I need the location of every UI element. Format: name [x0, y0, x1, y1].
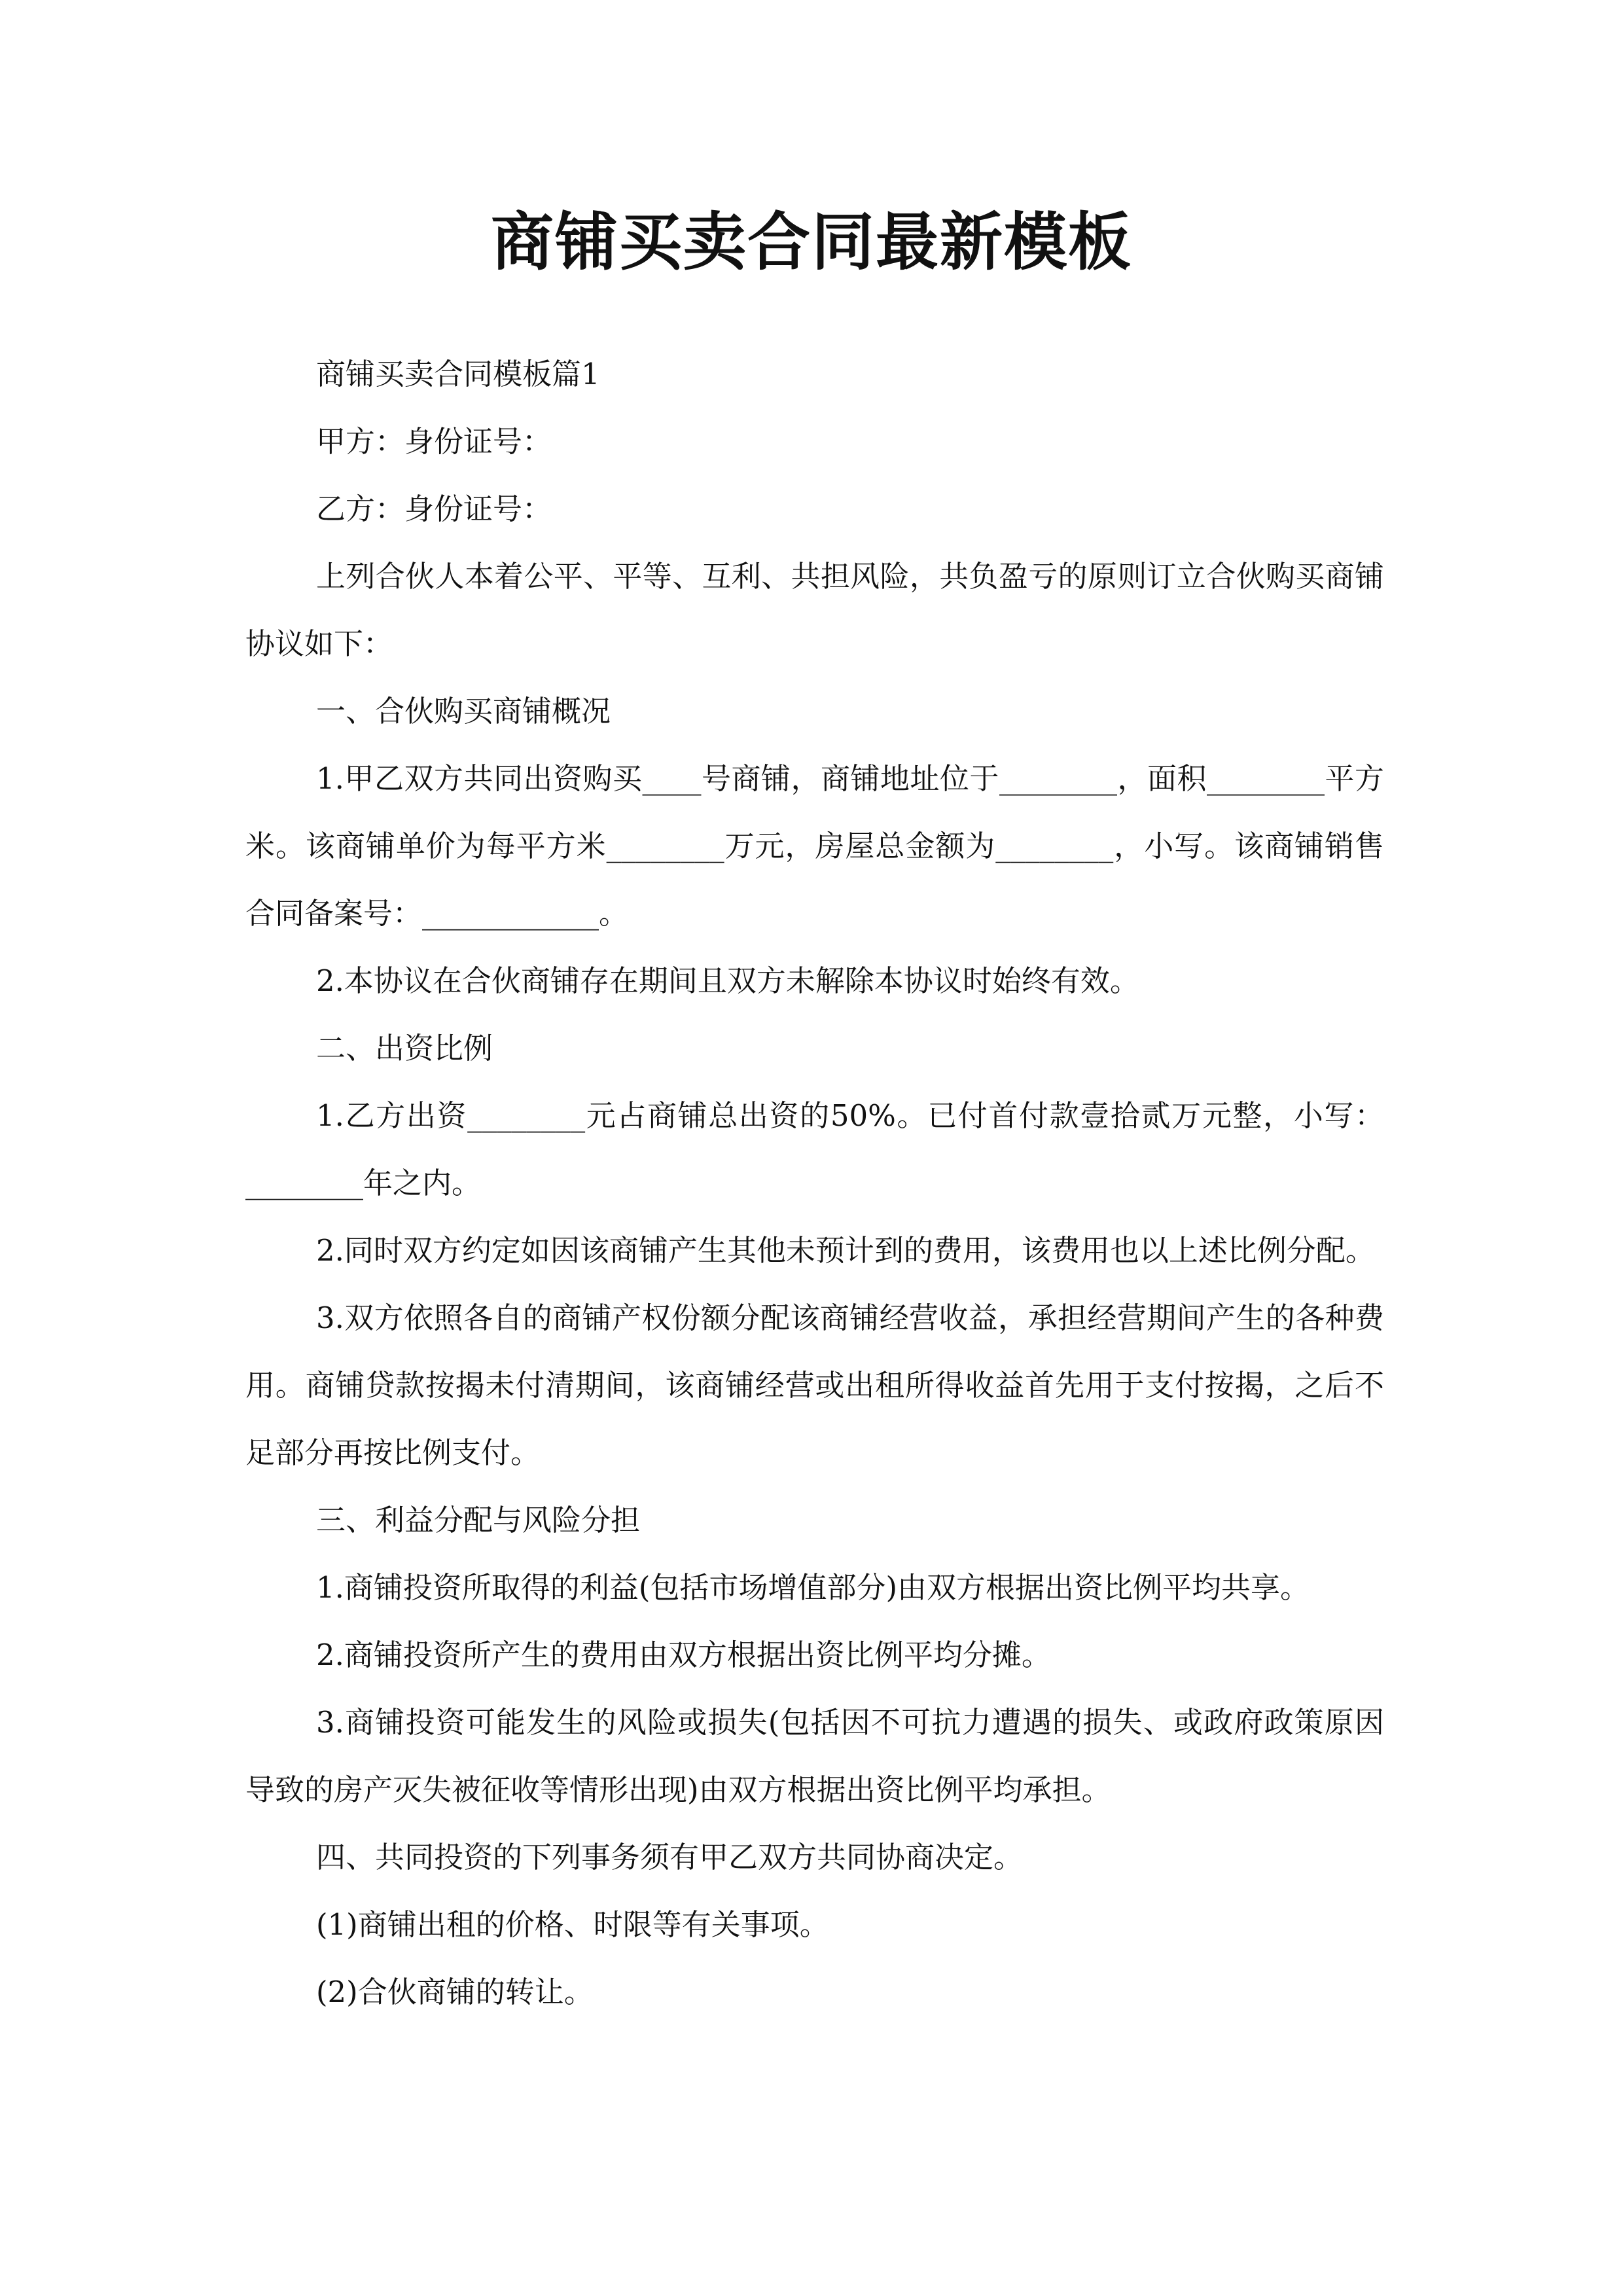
clause-4-item-2: (2)合伙商铺的转让。 [316, 1975, 594, 2009]
clause-3-2: 2.商铺投资所产生的费用由双方根据出资比例平均分摊。 [316, 1638, 1051, 1672]
party-b-line: 乙方：身份证号： [316, 492, 552, 526]
clause-3-1: 1.商铺投资所取得的利益(包括市场增值部分)由双方根据出资比例平均共享。 [316, 1570, 1310, 1605]
clause-heading-2: 二、出资比例 [316, 1031, 493, 1066]
party-a-line: 甲方：身份证号： [316, 424, 552, 459]
document-body [245, 340, 1384, 2026]
clause-4-item-1: (1)商铺出租的价格、时限等有关事项。 [316, 1907, 829, 1942]
clause-heading-3: 三、利益分配与风险分担 [316, 1503, 641, 1537]
clause-1-1: 1.甲乙双方共同出资购买____号商铺，商铺地址位于________，面积________平方米。该商铺单价为每平方米________万元，房屋总金额为________，小写。该商铺销售合同备案号：____________。 [245, 761, 1384, 931]
section-heading: 商铺买卖合同模板篇1 [316, 357, 600, 391]
clause-1-2: 2.本协议在合伙商铺存在期间且双方未解除本协议时始终有效。 [316, 963, 1139, 998]
clause-2-2: 2.同时双方约定如因该商铺产生其他未预计到的费用，该费用也以上述比例分配。 [316, 1233, 1375, 1268]
clause-heading-1: 一、合伙购买商铺概况 [316, 694, 611, 728]
clause-heading-4: 四、共同投资的下列事务须有甲乙双方共同协商决定。 [316, 1840, 1024, 1874]
clause-2-3: 3.双方依照各自的商铺产权份额分配该商铺经营收益，承担经营期间产生的各种费用。商铺贷款按揭未付清期间，该商铺经营或出租所得收益首先用于支付按揭，之后不足部分再按比例支付。 [245, 1300, 1384, 1470]
clause-3-3: 3.商铺投资可能发生的风险或损失(包括因不可抗力遭遇的损失、或政府政策原因导致的房产灭失被征收等情形出现)由双方根据出资比例平均承担。 [245, 1705, 1384, 1807]
document-title: 商铺买卖合同最新模板 [491, 205, 1132, 279]
preamble-paragraph: 上列合伙人本着公平、平等、互利、共担风险，共负盈亏的原则订立合伙购买商铺协议如下： [245, 559, 1384, 661]
clause-2-1: 1.乙方出资________元占商铺总出资的50%。已付首付款壹拾贰万元整，小写：________年之内。 [245, 1098, 1384, 1200]
